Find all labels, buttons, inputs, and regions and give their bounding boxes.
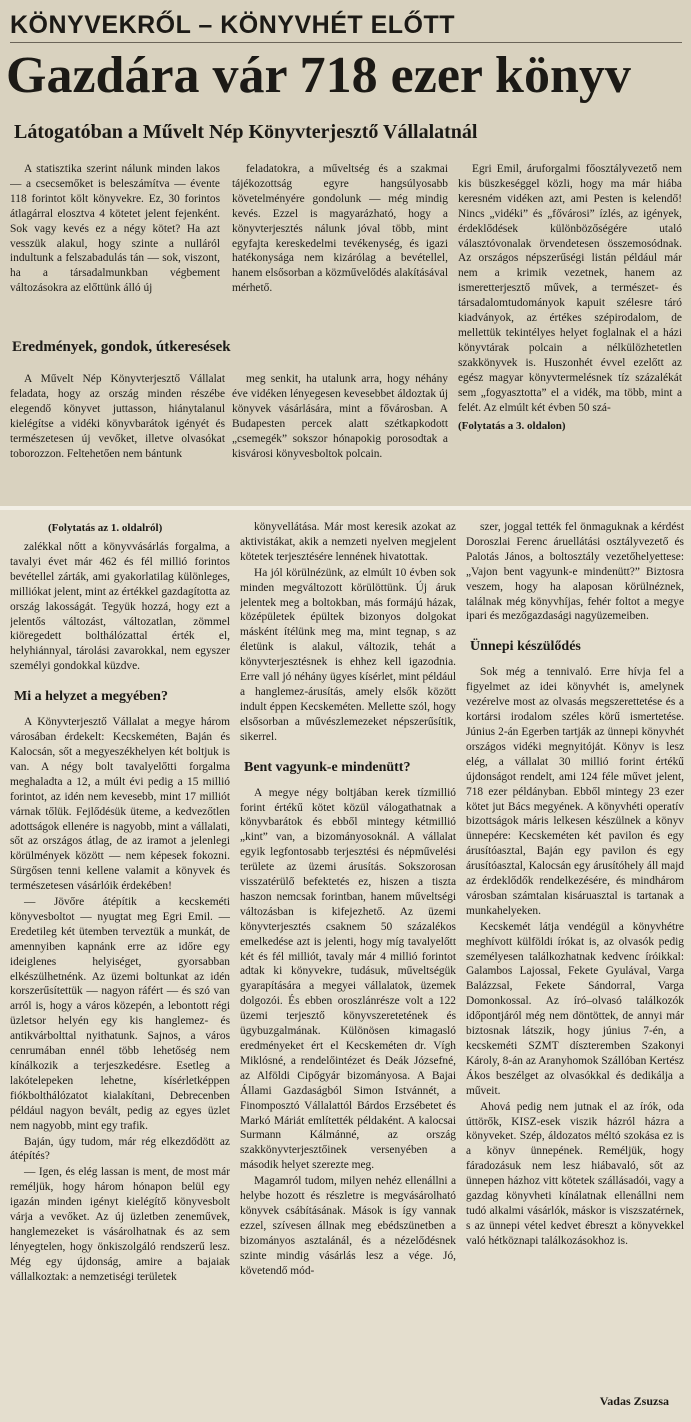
bottom-col1-paragraph: — Jövőre átépítik a kecskeméti könyvesboltot — nyugtat meg Egri Emil. — Eredetileg két ütemben terveztük a munkát, de amennyiben kapnánk erre az időre egy ideiglenes helyiséget, gyorsabban elkészülhetnénk. Az üzemi boltunkat az idén korszerűsítettük — nagyon ráfért — és szó van arról is, hogy a város közepén, a lebontott régi üzletsor helyén egy kis hanglemez- és antikvárbolttal nyithatunk. Sajnos, a város cenrumában ennél több lehetőség nem kínálkozik a terjeszkedésre. Esetleg a lakótelepeken lehetne, kísérletképpen fiókbolthálózatot kialakítani, Debrecenben például nagyon bevált, pedig az egyes üzlet nem nagyobb, mint egy trafik. <box>10 896 230 1132</box>
bottom-col3-paragraph: Kecskemét látja vendégül a könyvhétre meghívott külföldi írókat is, az olvasók pedig személyesen találkozhatnak kedvenc íróikkal: Galambos Lajossal, Fekete Gyulával, Varga Balázzsal, Fekete Sándorral, Varga Domonkossal. Az író–olvasó találkozók időpontjáról még nem döntöttek, de annyi már biztosnak látszik, hogy június 7-én, a kecskeméti SZMT díszteremben Szakonyi Károly, 8-án az Aranyhomok Szállóban Kertész Ákos beszélget az olvasókkal és dedikálja a műveit. <box>466 920 684 1097</box>
bottom-col2-intro: Ha jól körülnézünk, az elmúlt 10 évben sok minden megváltozott körülöttünk. Új áruk jelentek meg a boltokban, más formájú házak, középületek épültek bizonyos dolgokat másként ítélünk meg ma, mint tegnap, s az életünk is alakul, változik, tehát a könyvterjesztésnek is ehhez kell igazodnia. Erre vall jó néhány ügyes kísérlet, mint például a hanglemez-árusítás, amely elsők között indult éppen Kecskeméten. Mellette szól, hogy elsősorban a művészlemezeket népszerűsítik, sikerrel. <box>240 566 456 743</box>
bottom-col2-intro: könyvellátása. Már most keresik azokat az aktivistákat, akik a nemzeti nyelven megjelent kötetek terjesztésére lennének hivatottak. <box>240 521 456 563</box>
bottom-column-3 <box>466 520 684 1392</box>
bottom-col3-intro: szer, joggal tették fel önmaguknak a kérdést Doroszlai Ferenc áruellátási osztályvezető és Palotás János, a boltosztály vezetőhelyettese: „Vajon bent vagyunk-e mindenütt?” Biztosra veszem, hogy ha alaposan körülnéznek, találnak még könyvhíjas, fehér foltot a megye ipari és mezőgazdasági nagyüzemeiben. <box>466 521 684 623</box>
bottom-col2-paragraph: Magamról tudom, milyen nehéz ellenállni a helybe hozott és részletre is megvásárolható könyvek csábításának. Mások is így vannak ezzel, szívesen állnak meg ebédszünetben a bizományos asztalánál, és a nézelődésnek szinte mindig vásárlás lesz a vége. Jó, követendő mód- <box>240 1175 456 1277</box>
kicker: KÖNYVEKRŐL – KÖNYVHÉT ELŐTT <box>10 11 456 39</box>
bottom-col1-paragraph: Baján, úgy tudom, már rég elkezdődött az átépítés? <box>10 1135 230 1163</box>
continued-from-note: (Folytatás az 1. oldalról) <box>48 522 163 534</box>
kicker-rule <box>10 42 682 43</box>
top-section-right <box>232 372 448 500</box>
subhead: Látogatóban a Művelt Nép Könyvterjesztő Vállalatnál <box>14 121 478 143</box>
top-column-2-text: feladatokra, a műveltség és a szakmai tájékozottság egyre hangsúlyosabb követelményére gondolunk — még mindig kevés. Ezzel is magyarázható, hogy a könyvterjesztés nálunk jóval több, mint egyfajta kereskedelmi tevékenység, és igazi hatékonysága nem kizárólag a bevétellel, hanem elsősorban a közművelődés alakításával mérhető. <box>232 163 448 295</box>
section-title-unnepi: Ünnepi készülődés <box>470 639 581 655</box>
top-section-left-text: A Művelt Nép Könyvterjesztő Vállalat feladata, hogy az ország minden részébe elegendő könyvet juttasson, hiánytalanul kielégítse a vidéki könyvbarátok igényét és természetesen új vevőket, illetve olvasókat toborozzon. Feltehetően nem bántunk <box>10 373 225 460</box>
section-title-eredmenyek: Eredmények, gondok, útkeresések <box>12 339 231 355</box>
bottom-col3-paragraph: Ahová pedig nem jutnak el az írók, oda úttörők, KISZ-esek viszik házról házra a könyveket. Szép, áldozatos méltó szokása ez is a könyv ünnepének. Reméljük, hogy fáradozásuk nem lesz hiábavaló, sőt az ünnepen házhoz vitt kötetek szállásadói, vagy a gazdag könyvheti kínálatnak ellenállni nem tudó alkalmi vásárlók, máskor is viszszatérnek, s az ünnepi vétel kedvet ébreszt a könyvekkel való hétköznapi találkozásokhoz is. <box>466 1100 684 1247</box>
top-column-3 <box>458 162 682 502</box>
top-column-3-text: Egri Emil, áruforgalmi főosztályvezető nem kis büszkeséggel közli, hogy ma már hiába keresném vidéken azt, ami Pesten is kelendő! Nincs „vidéki” és „fővárosi” ízlés, az igények, érdeklődések különbözőségére utaló választóvonalak örvendetesen összemosódnak. Az országos népszerűségi listán például már nem a krimik vezetnek, hanem az ismeretterjesztő művek, a természet- és társadalomtudományok kapuit szélesre táró kiadványok, az értékes szépirodalom, de mellettük tekintélyes helyet foglalnak el a házi könyvtárak polcain a nélkülözhetetlen szakkönyvek is. Huszonhét évvel ezelőtt az egész magyar könyvtermelésnek tíz százalékát sem „fogyasztotta” el a vidék, ma több, mint a felét. Az elmúlt két évben 50 szá- <box>458 163 682 414</box>
top-section-right-text: meg senkit, ha utalunk arra, hogy néhány éve vidéken lényegesen kevesebbet áldoztak új könyvek vásárlására, mint a fővárosban. A Budapesten percek alatt szétkapkodott „csemegék” sokszor hónapokig porosodtak a kisvárosi könyvesboltok polcain. <box>232 373 448 460</box>
bottom-col2-paragraph: A megye négy boltjában kerek tízmillió forint értékű kötet közül válogathatnak a könyvbarátok és ebből mintegy kétmillió „kint” van, a bizományosoknál. A vállalat egyik legfontosabb terjesztési és népművelési területe az üzemi árusítás. Sokszorosan visszatérülő befektetés ez, hiszen a tiszta haszon nemcsak forintban, hanem műveltségi változásban is kifejezhető. Az üzemi könyvterjesztés csaknem 50 százalékos emelkedése azt is jelenti, hogy míg tavalyelőtt két és fél milliót, tavaly már 4 millió forintot adtak ki könyvekre, tudásuk, műveltségük gyarapítására a megyei vállalatok, üzemek dolgozói. És ebben oroszlánrésze volt a 122 üzemi terjesztő könyvszeretetének és ügybuzgalmának. Különösen kimagasló eredményeket ért el Kecskeméten dr. Vígh Miklósné, a rendelőintézet és Deák Józsefné, az Alföldi Cipőgyár bizományosa. A Bajai Állami Gazdaságból Simon Istvánnét, a Finomposztó Vállalattól Bárdos Erzsébetet és Markó Máriát említették példaként. A kalocsai Surmann Kálmánné, az ország szakkönyvterjesztőinek versenyében a második helyet szerezte meg. <box>240 786 456 1172</box>
bottom-col1-paragraph: — Igen, és elég lassan is ment, de most már reméljük, hogy három hónapon belül egy igazán minden igényt kielégítő könyvesbolt várja a vevőket. Az új üzletben zeneművek, hanglemezeket is vásárolhatnak és az sem lényegtelen, hogy önkiszolgáló rendszerű lesz. Még egy újdonság, amire a bajaiak vállalkoztak: a nemzetiségi területek <box>10 1166 230 1283</box>
headline: Gazdára vár 718 ezer könyv <box>6 47 631 104</box>
bottom-column-1 <box>10 540 230 1412</box>
top-section-left <box>10 372 225 500</box>
bottom-col1-intro: zalékkal nőtt a könyvvásárlás forgalma, a tavalyi évet már 462 és fél millió forintos bevétellel zárták, ami gyakorlatilag különleges, milliókat jelent, mint az értékkel gazdagította az ország lakosságát. Tegyük hozzá, hogy ezt a jelentős változást, változatlan, zömmel kiöregedett bolthálózattal érték el, helyhiánnyal, tárolási zavarokkal, nem egyszer személyi gondokkal küzdve. <box>10 541 230 673</box>
bottom-col3-paragraph: Sok még a tennivaló. Erre hívja fel a figyelmet az idei könyvhét is, amelynek vezérelve most az olvasás megszerettetése és a kortársi irodalom széles körű ismertetése. Június 2-án Egerben tartják az ünnepi könyvhét országos vidéki megnyitóját. Könyv is lesz elég, a vállalat 30 millió forint értékű újdonságot rendelt, ami 124 féle művet jelent, 718 ezer példányban. Ebből mintegy 23 ezer kötet jut Bács megyének. A könyvhéti operatív bizottságok máris lelkesen készülnek a könyv ünnepére: Kecskeméten két pavilon és egy árusítóasztal, Baján egy pavilon és egy árusítóasztal, Kalocsán egy árusítóhely áll majd az érdeklődők rendelkezésére, és mindhárom városban számtalan kisáruasztal is tartanak a munkahelyeken. <box>466 666 684 917</box>
author-signature: Vadas Zsuzsa <box>599 1394 669 1408</box>
bottom-col1-paragraph: A Könyvterjesztő Vállalat a megye három városában érdekelt: Kecskeméten, Baján és Kalocsán, sőt a megyeszékhelyen két boltjuk is van. A négy bolt tavalyelőtti forgalma meghaladta a 12, a múlt évi pedig a 15 millió forintot, az idén nem kevesebb, mint 17 milliót várnak tőlük. Fejlődésük üteme, a kedvezőtlen adottságok ellenére is nagyobb, mint a vállalati, sőt az országos átlag, de az iramot a jelenlegi körülmények között — nem képesek fokozni. Sürgősen tenni kellene valamit a könyvek és természetesen vásárlóik érdekében! <box>10 716 230 893</box>
section-title-megyeben: Mi a helyzet a megyében? <box>14 689 168 705</box>
top-column-1-text: A statisztika szerint nálunk minden lakos — a csecsemőket is beleszámítva — évente 118 forintot költ könyvekre. Ez, 30 forintos átlagárral elosztva 4 kötetet jelent fejenként. Sok vagy kevés ez a négy kötet? Ha azt vesszük alakul, hogy szinte a nulláról indultunk a felszabadulás tán — sok, viszont, ha a társadalmunkban végbement változásokra az előttünk álló új <box>10 163 220 295</box>
top-column-1 <box>10 162 220 332</box>
continued-note: (Folytatás a 3. oldalon) <box>458 420 566 433</box>
top-column-2 <box>232 162 448 332</box>
bottom-column-2 <box>240 520 456 1412</box>
section-title-bent-vagyunk: Bent vagyunk-e mindenütt? <box>244 759 411 775</box>
